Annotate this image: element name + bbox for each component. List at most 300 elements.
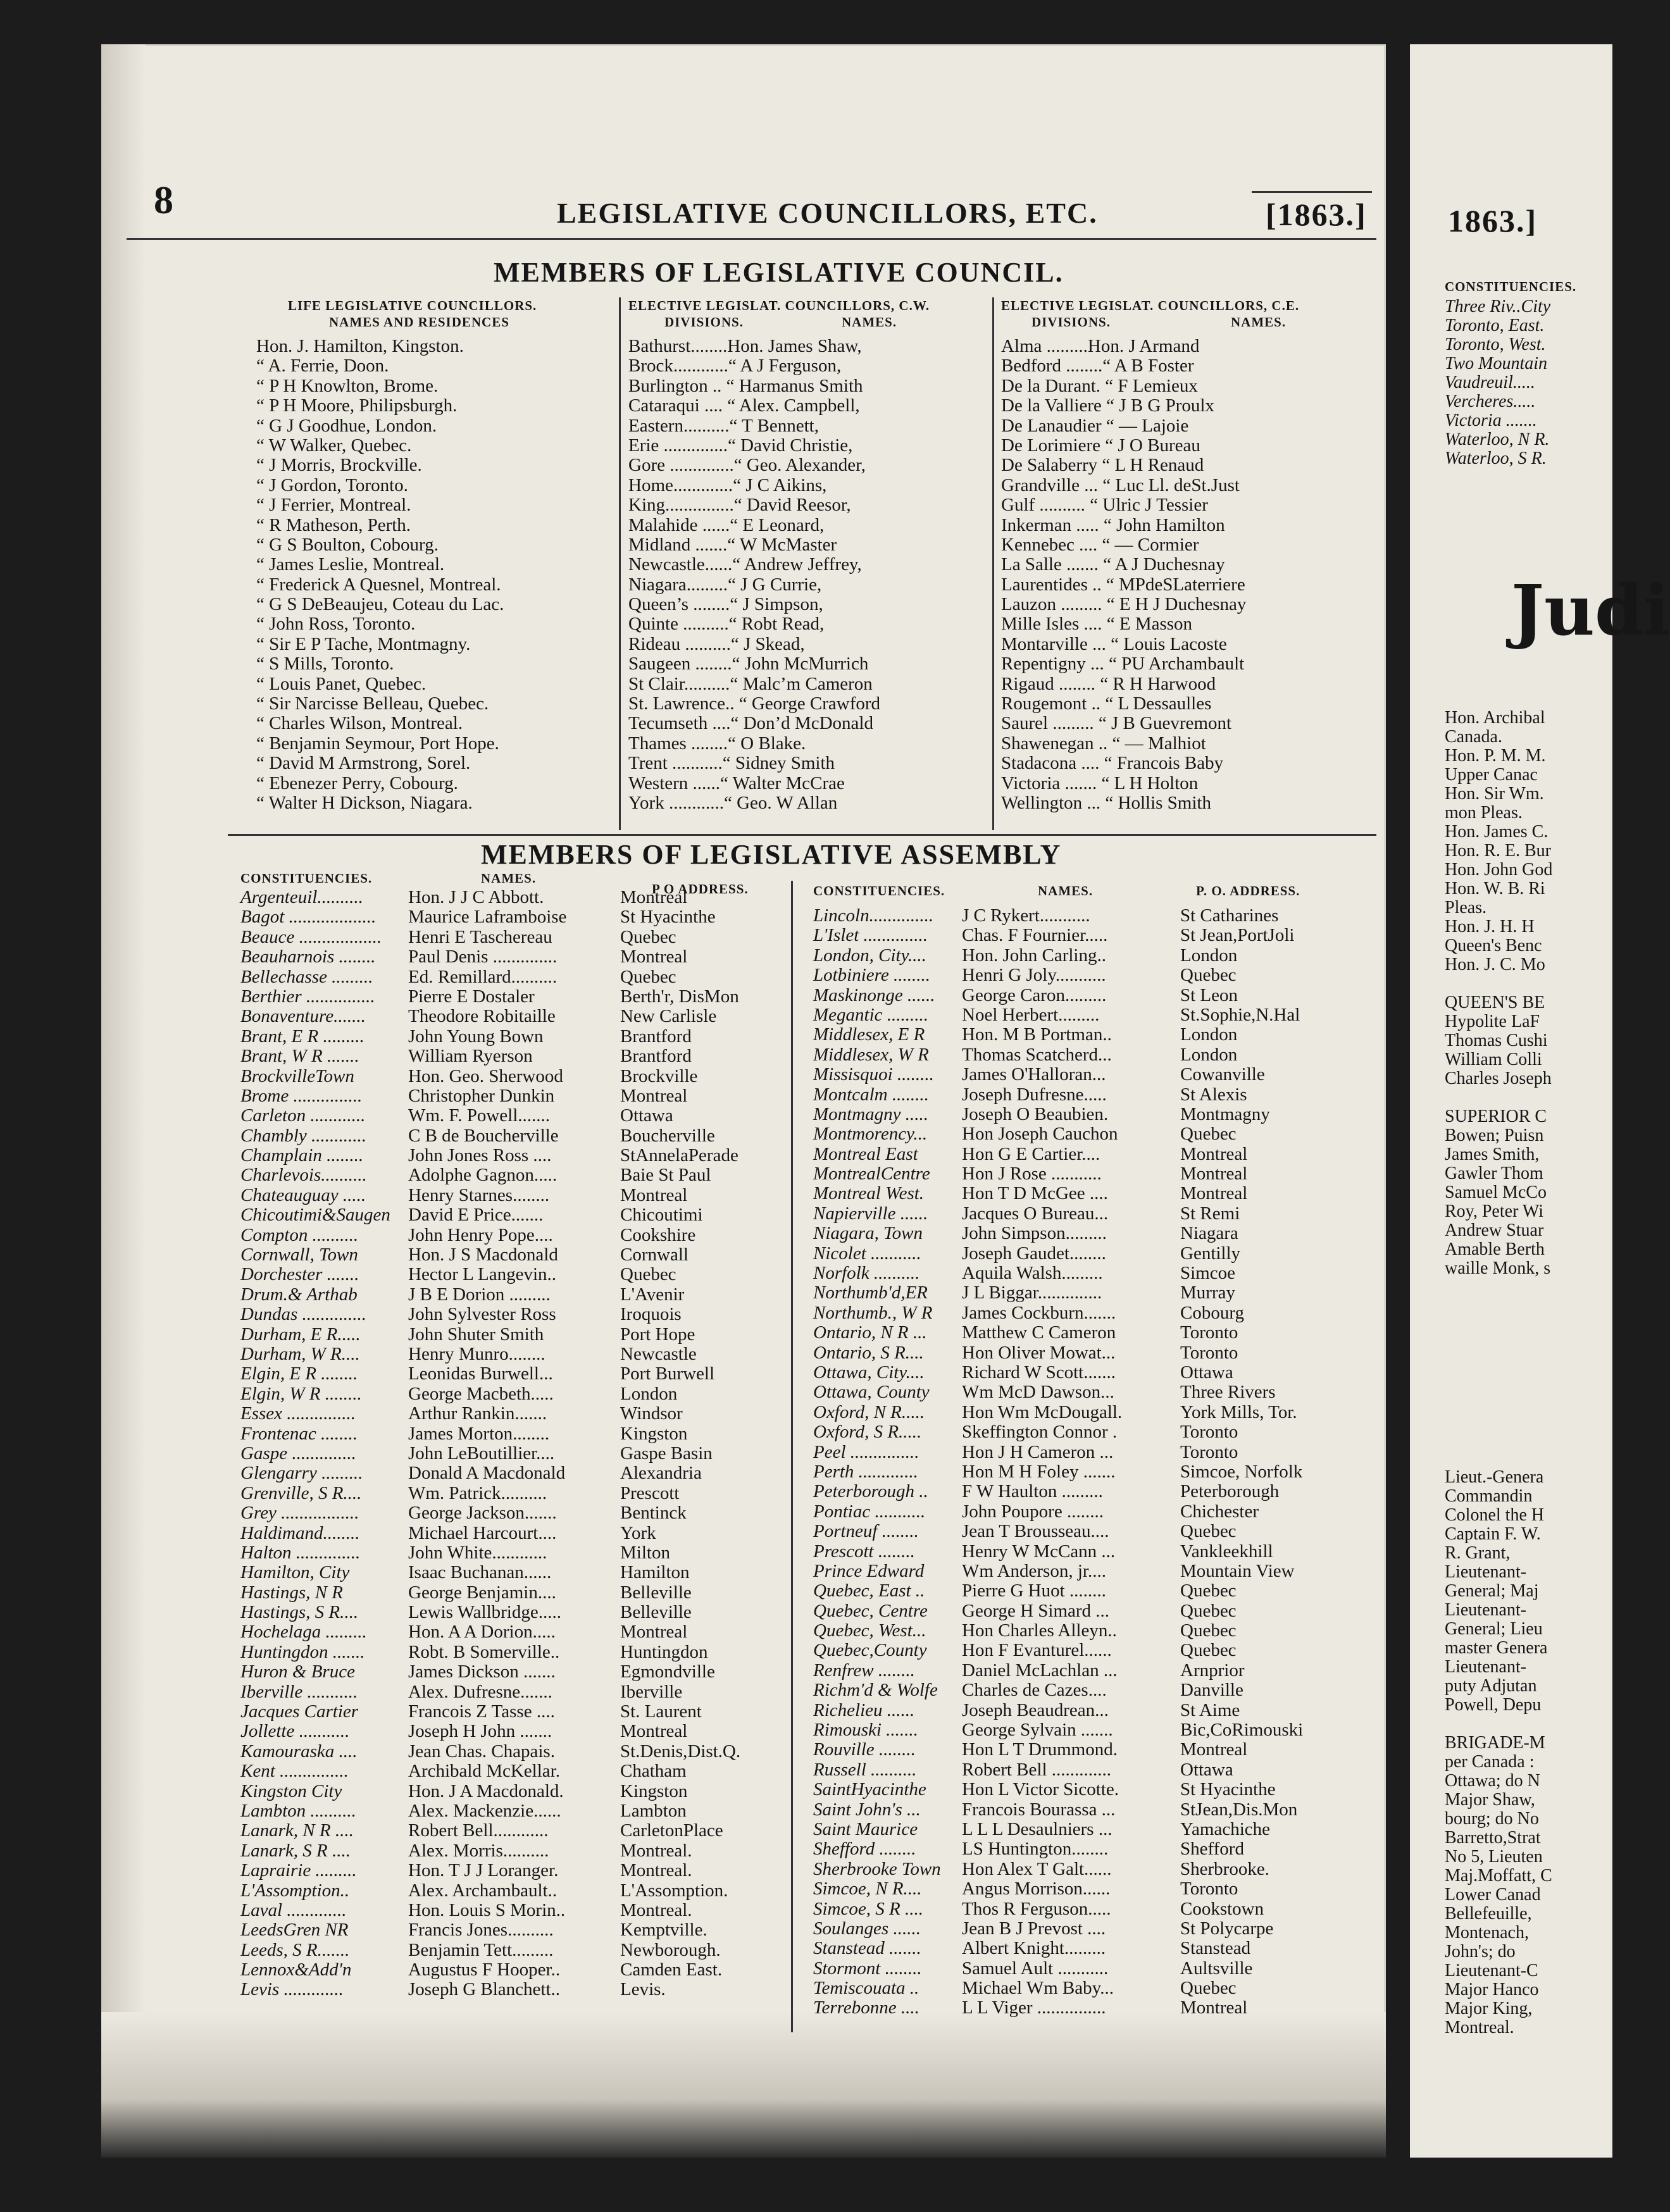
adjacent-text-line: Hon. W. B. Ri <box>1445 879 1545 898</box>
constituency-cell: Ottawa, City.... <box>813 1362 925 1382</box>
constituency-cell: Soulanges ...... <box>813 1918 921 1939</box>
cw-councillor-entry: Quinte ..........“ Robt Read, <box>628 614 825 635</box>
po-address-cell: London <box>1180 1024 1238 1045</box>
assembly-row <box>813 1979 1383 1998</box>
life-councillor-entry: “ Sir E P Tache, Montmagny. <box>256 633 471 654</box>
adjacent-text-line: Montenach, <box>1445 1923 1529 1942</box>
assembly-row <box>813 1363 1383 1382</box>
constituency-cell: Niagara, Town <box>813 1223 923 1244</box>
constituency-cell: Russell .......... <box>813 1759 917 1780</box>
constituency-cell: Ottawa, County <box>813 1382 930 1403</box>
member-name-cell: Albert Knight......... <box>962 1938 1106 1959</box>
assembly-left-address-heading: P O ADDRESS. <box>652 881 749 897</box>
life-councillor-entry: “ W Walker, Quebec. <box>256 435 412 456</box>
adjacent-text-line: SUPERIOR C <box>1445 1107 1547 1126</box>
member-name-cell: John White............ <box>408 1542 547 1563</box>
assembly-row <box>813 1701 1383 1720</box>
adjacent-text-line: Major Shaw, <box>1445 1790 1535 1810</box>
member-name-cell: Alex. Archambault.. <box>408 1880 558 1901</box>
po-address-cell: New Carlisle <box>620 1006 717 1027</box>
constituency-cell: Essex ............... <box>240 1403 356 1424</box>
assembly-row <box>240 928 785 947</box>
member-name-cell: Chas. F Fournier..... <box>962 925 1108 946</box>
adjacent-text-line: Lieutenant- <box>1445 1600 1527 1620</box>
po-address-cell: Quebec <box>620 1264 676 1285</box>
life-councillor-entry: Hon. J. Hamilton, Kingston. <box>256 336 464 356</box>
assembly-row <box>813 1303 1383 1323</box>
life-councillor-entry: “ G S DeBeaujeu, Coteau du Lac. <box>256 594 504 615</box>
adjacent-text-line: Hon. Archibal <box>1445 708 1545 728</box>
po-address-cell: Belleville <box>620 1602 692 1623</box>
life-councillor-entry: “ Ebenezer Perry, Cobourg. <box>256 773 458 793</box>
constituency-cell: Dundas .............. <box>240 1304 366 1325</box>
member-name-cell: Hon. A A Dorion..... <box>408 1622 556 1643</box>
assembly-row <box>240 1662 785 1682</box>
ce-councillor-entry: Inkerman ..... “ John Hamilton <box>1001 514 1225 535</box>
adjacent-constituency: Vercheres..... <box>1445 392 1536 411</box>
life-councillor-entry: “ Frederick A Quesnel, Montreal. <box>256 574 501 595</box>
ce-councillor-entry: Saurel ......... “ J B Guevremont <box>1001 713 1232 734</box>
po-address-cell: Cookstown <box>1180 1898 1264 1919</box>
member-name-cell: L L Viger ............... <box>962 1998 1106 2018</box>
member-name-cell: J L Biggar.............. <box>962 1283 1102 1303</box>
constituency-cell: Carleton ............ <box>240 1105 366 1126</box>
ce-councillor-entry: Victoria ....... “ L H Holton <box>1001 773 1199 793</box>
assembly-right-constituencies-heading: CONSTITUENCIES. <box>813 883 945 898</box>
adjacent-text-line: Queen's Benc <box>1445 936 1542 955</box>
constituency-cell: Quebec,County <box>813 1640 927 1661</box>
constituency-cell: Renfrew ........ <box>813 1660 915 1681</box>
po-address-cell: Gentilly <box>1180 1243 1241 1264</box>
constituency-cell: Glengarry ......... <box>240 1463 363 1484</box>
assembly-row <box>240 1583 785 1603</box>
constituency-cell: Middlesex, W R <box>813 1044 929 1065</box>
assembly-row <box>240 1325 785 1345</box>
member-name-cell: Wm. Patrick.......... <box>408 1482 547 1503</box>
running-head: LEGISLATIVE COUNCILLORS, ETC. <box>557 197 1098 229</box>
assembly-row <box>240 1424 785 1444</box>
constituency-cell: Stormont ........ <box>813 1958 922 1979</box>
constituency-cell: Lambton .......... <box>240 1800 356 1821</box>
life-councillor-entry: “ Louis Panet, Quebec. <box>256 673 427 694</box>
po-address-cell: Montreal <box>1180 1164 1248 1184</box>
ce-councillor-entry: Rigaud ........ “ R H Harwood <box>1001 673 1216 694</box>
assembly-row <box>813 1204 1383 1224</box>
constituency-cell: Champlain ........ <box>240 1145 364 1166</box>
adjacent-text-line: John's; do <box>1445 1942 1516 1961</box>
assembly-row <box>813 1939 1383 1958</box>
member-name-cell: Jean T Brousseau.... <box>962 1521 1109 1542</box>
po-address-cell: Quebec <box>1180 1581 1237 1601</box>
constituency-cell: Beauharnois ........ <box>240 947 376 967</box>
po-address-cell: Quebec <box>1180 1978 1237 1999</box>
life-councillors-subheading: NAMES AND RESIDENCES <box>329 314 509 330</box>
po-address-cell: Montreal <box>620 947 688 967</box>
constituency-cell: Simcoe, S R .... <box>813 1898 923 1919</box>
column-divider-2 <box>992 297 994 830</box>
adjacent-heading-judi: Judi <box>1511 569 1670 651</box>
po-address-cell: Aultsville <box>1180 1958 1253 1979</box>
constituency-cell: Terrebonne .... <box>813 1998 919 2018</box>
cw-councillor-entry: Trent ...........“ Sidney Smith <box>628 753 835 774</box>
po-address-cell: Ottawa <box>620 1105 673 1126</box>
ce-councillor-entry: Grandville ... “ Luc Ll. deSt.Just <box>1001 475 1240 495</box>
life-councillor-entry: “ P H Moore, Philipsburgh. <box>256 395 458 416</box>
assembly-row <box>813 1422 1383 1442</box>
assembly-row <box>240 1563 785 1582</box>
po-address-cell: St Alexis <box>1180 1084 1247 1105</box>
constituency-cell: Kamouraska .... <box>240 1741 358 1762</box>
member-name-cell: Augustus F Hooper.. <box>408 1960 561 1980</box>
header-rule <box>127 238 1376 240</box>
constituency-cell: Maskinonge ...... <box>813 985 935 1005</box>
adjacent-text-line: Hon. John God <box>1445 860 1553 879</box>
member-name-cell: Joseph G Blanchett.. <box>408 1979 561 2000</box>
po-address-cell: St Remi <box>1180 1203 1240 1224</box>
constituency-cell: Chicoutimi&Saugen <box>240 1205 390 1226</box>
assembly-row <box>240 1146 785 1165</box>
po-address-cell: Quebec <box>1180 1620 1237 1641</box>
po-address-cell: Quebec <box>1180 1124 1237 1145</box>
cw-councillor-entry: Western ......“ Walter McCrae <box>628 773 845 793</box>
adjacent-text-line: Hypolite LaF <box>1445 1012 1540 1031</box>
member-name-cell: James Dickson ....... <box>408 1662 556 1682</box>
member-name-cell: Hon M H Foley ....... <box>962 1461 1116 1482</box>
life-councillor-entry: “ S Mills, Toronto. <box>256 654 394 674</box>
po-address-cell: Lambton <box>620 1800 687 1821</box>
assembly-row <box>240 1622 785 1642</box>
member-name-cell: Hon F Evanturel...... <box>962 1640 1112 1661</box>
member-name-cell: Hon G E Cartier.... <box>962 1143 1100 1164</box>
po-address-cell: York Mills, Tor. <box>1180 1401 1297 1422</box>
constituency-cell: Bonaventure....... <box>240 1006 366 1027</box>
constituency-cell: Prince Edward <box>813 1560 925 1581</box>
constituency-cell: Berthier ............... <box>240 986 375 1007</box>
constituency-cell: Leeds, S R....... <box>240 1939 350 1960</box>
assembly-row <box>813 1283 1383 1303</box>
po-address-cell: St Polycarpe <box>1180 1918 1274 1939</box>
member-name-cell: Richard W Scott....... <box>962 1362 1116 1382</box>
life-councillor-entry: “ G S Boulton, Cobourg. <box>256 534 439 555</box>
adjacent-text-line: Andrew Stuar <box>1445 1221 1544 1240</box>
constituency-cell: Richm'd & Wolfe <box>813 1680 938 1701</box>
assembly-row <box>813 1025 1383 1045</box>
po-address-cell: St Jean,PortJoli <box>1180 925 1295 946</box>
adjacent-text-line: Hon. Sir Wm. <box>1445 784 1544 804</box>
member-name-cell: Hon Alex T Galt...... <box>962 1858 1112 1879</box>
life-councillor-entry: “ Walter H Dickson, Niagara. <box>256 792 473 813</box>
po-address-cell: York <box>620 1522 656 1543</box>
adjacent-text-line <box>1445 1316 1552 1335</box>
constituency-cell: Lanark, S R .... <box>240 1840 351 1861</box>
member-name-cell: Hon. Louis S Morin.. <box>408 1899 566 1920</box>
po-address-cell: Montreal. <box>620 1840 692 1861</box>
adjacent-text-line: James Smith, <box>1445 1145 1540 1164</box>
adjacent-text-line: QUEEN'S BE <box>1445 993 1545 1012</box>
po-address-cell: Sherbrooke. <box>1180 1858 1269 1879</box>
po-address-cell: Brantford <box>620 1026 692 1047</box>
member-name-cell: John Henry Pope.... <box>408 1224 553 1245</box>
cw-councillor-entry: Cataraqui .... “ Alex. Campbell, <box>628 395 860 416</box>
adjacent-text-line: Pleas. <box>1445 898 1487 917</box>
member-name-cell: Isaac Buchanan...... <box>408 1562 552 1583</box>
po-address-cell: Toronto <box>1180 1422 1238 1443</box>
adjacent-constituency: Toronto, East. <box>1445 316 1545 335</box>
life-councillor-entry: “ David M Armstrong, Sorel. <box>256 753 471 774</box>
assembly-row <box>240 1404 785 1424</box>
member-name-cell: Hon Wm McDougall. <box>962 1401 1123 1422</box>
assembly-row <box>813 1919 1383 1939</box>
member-name-cell: George Caron......... <box>962 985 1107 1005</box>
ce-councillor-entry: Shawenegan .. “ — Malhiot <box>1001 733 1206 754</box>
assembly-row <box>240 1047 785 1066</box>
po-address-cell: Alexandria <box>620 1463 702 1484</box>
po-address-cell: London <box>620 1383 678 1404</box>
cw-councillor-entry: Home.............“ J C Aikins, <box>628 475 827 495</box>
adjacent-text-line <box>1445 1354 1552 1373</box>
member-name-cell: Joseph Beaudrean... <box>962 1699 1109 1720</box>
adjacent-year-label: 1863.] <box>1448 203 1538 239</box>
constituency-cell: Lincoln.............. <box>813 905 934 926</box>
member-name-cell: David E Price....... <box>408 1205 544 1226</box>
constituency-cell: Drum.& Arthab <box>240 1284 358 1305</box>
assembly-row <box>240 1960 785 1980</box>
assembly-row <box>240 1106 785 1126</box>
member-name-cell: Hon. Geo. Sherwood <box>408 1066 563 1086</box>
adjacent-page-strip <box>1410 44 1670 2158</box>
po-address-cell: Peterborough <box>1180 1481 1280 1502</box>
po-address-cell: Toronto <box>1180 1322 1238 1343</box>
assembly-row <box>240 987 785 1007</box>
constituency-cell: Norfolk .......... <box>813 1263 920 1284</box>
po-address-cell: Montreal <box>620 887 688 907</box>
assembly-row <box>813 1145 1383 1164</box>
member-name-cell: Hon L T Drummond. <box>962 1739 1118 1760</box>
member-name-cell: Robert Bell............ <box>408 1820 549 1841</box>
assembly-row <box>813 946 1383 966</box>
member-name-cell: Hon J Rose ........... <box>962 1164 1102 1184</box>
member-name-cell: Jean B J Prevost .... <box>962 1918 1106 1939</box>
constituency-cell: Simcoe, N R.... <box>813 1879 922 1899</box>
member-name-cell: Aquila Walsh......... <box>962 1263 1103 1284</box>
adjacent-text-line: puty Adjutan <box>1445 1676 1537 1696</box>
adjacent-text-line: No 5, Lieuten <box>1445 1847 1543 1867</box>
assembly-row <box>240 1941 785 1960</box>
assembly-row <box>813 1562 1383 1581</box>
ce-councillor-entry: Rougemont .. “ L Dessaulles <box>1001 693 1212 714</box>
assembly-row <box>240 907 785 927</box>
assembly-row <box>240 1920 785 1940</box>
ce-councillor-entry: De la Valliere “ J B G Proulx <box>1001 395 1214 416</box>
assembly-row <box>813 1105 1383 1124</box>
po-address-cell: Hamilton <box>620 1562 690 1583</box>
member-name-cell: Hon Charles Alleyn.. <box>962 1620 1117 1641</box>
member-name-cell: Henry Starnes........ <box>408 1184 550 1205</box>
page-number: 8 <box>154 179 175 222</box>
member-name-cell: Hon. J A Macdonald. <box>408 1780 564 1801</box>
adjacent-text-line: Lieutenant- <box>1445 1657 1527 1677</box>
member-name-cell: George Macbeth..... <box>408 1383 554 1404</box>
member-name-cell: Adolphe Gagnon..... <box>408 1165 558 1186</box>
constituency-cell: Nicolet ........... <box>813 1243 921 1264</box>
po-address-cell: St.Denis,Dist.Q. <box>620 1741 741 1762</box>
assembly-row <box>813 1382 1383 1402</box>
po-address-cell: Vankleekhill <box>1180 1541 1273 1562</box>
constituency-cell: Richelieu ...... <box>813 1699 915 1720</box>
member-name-cell: Leonidas Burwell... <box>408 1364 553 1384</box>
constituency-cell: Ontario, N R ... <box>813 1322 927 1343</box>
po-address-cell: Milton <box>620 1542 670 1563</box>
adjacent-text-line: Gawler Thom <box>1445 1164 1543 1183</box>
adjacent-text-line: Thomas Cushi <box>1445 1031 1548 1050</box>
constituency-cell: Montmorency... <box>813 1124 928 1145</box>
assembly-row <box>240 1722 785 1741</box>
ce-councillor-entry: Kennebec .... “ — Cormier <box>1001 534 1199 555</box>
assembly-row <box>813 1244 1383 1264</box>
po-address-cell: St Catharines <box>1180 905 1279 926</box>
assembly-row <box>240 1007 785 1026</box>
assembly-row <box>240 1463 785 1483</box>
adjacent-constituency-list <box>1445 297 1550 468</box>
member-name-cell: Ed. Remillard.......... <box>408 966 558 987</box>
member-name-cell: George Benjamin.... <box>408 1582 556 1603</box>
constituency-cell: Huron & Bruce <box>240 1662 355 1682</box>
ce-councillor-entry: De Lorimiere “ J O Bureau <box>1001 435 1200 456</box>
po-address-cell: Bic,CoRimouski <box>1180 1720 1304 1741</box>
adjacent-constituency: Two Mountain <box>1445 354 1548 373</box>
year-label: [1863.] <box>1266 197 1367 232</box>
adjacent-constituency: Vaudreuil..... <box>1445 373 1535 392</box>
member-name-cell: Francois Bourassa ... <box>962 1799 1116 1820</box>
member-name-cell: Henry W McCann ... <box>962 1541 1116 1562</box>
ce-councillor-entry: Laurentides .. “ MPdeSLaterriere <box>1001 574 1245 595</box>
po-address-cell: Cobourg <box>1180 1302 1244 1323</box>
po-address-cell: Huntingdon <box>620 1641 708 1662</box>
member-name-cell: Hon Oliver Mowat... <box>962 1342 1116 1363</box>
adjacent-text-line: Colonel the H <box>1445 1505 1545 1525</box>
constituency-cell: Laval ............. <box>240 1899 347 1920</box>
adjacent-text-line: William Colli <box>1445 1050 1542 1069</box>
assembly-row <box>813 1820 1383 1839</box>
cw-councillor-entry: Burlington .. “ Harmanus Smith <box>628 375 863 396</box>
assembly-row <box>813 1860 1383 1879</box>
assembly-row <box>813 1800 1383 1820</box>
adjacent-text-line: Hon. James C. <box>1445 822 1548 842</box>
adjacent-text-line <box>1445 1335 1552 1354</box>
assembly-row <box>240 1484 785 1503</box>
member-name-cell: Henry Munro........ <box>408 1343 545 1364</box>
assembly-row <box>813 1443 1383 1462</box>
life-councillor-entry: “ John Ross, Toronto. <box>256 614 416 635</box>
assembly-row <box>813 1124 1383 1144</box>
constituency-cell: Saint Maurice <box>813 1818 918 1839</box>
adjacent-text-line: Commandin <box>1445 1486 1533 1506</box>
assembly-column-divider <box>791 881 793 2032</box>
cw-councillor-entry: Newcastle......“ Andrew Jeffrey, <box>628 554 862 575</box>
assembly-row <box>813 1681 1383 1700</box>
assembly-row <box>240 1245 785 1265</box>
assembly-row <box>813 1323 1383 1343</box>
adjacent-text-line: General; Maj <box>1445 1581 1539 1601</box>
po-address-cell: Kingston <box>620 1780 688 1801</box>
po-address-cell: Montmagny <box>1180 1103 1270 1124</box>
adjacent-text-line <box>1445 1278 1552 1297</box>
po-address-cell: Montreal <box>1180 1739 1248 1760</box>
assembly-row <box>240 1881 785 1901</box>
constituency-cell: Ontario, S R.... <box>813 1342 924 1363</box>
cw-councillor-entry: Tecumseth ....“ Don’d McDonald <box>628 713 873 734</box>
member-name-cell: Archibald McKellar. <box>408 1761 560 1782</box>
member-name-cell: Alex. Morris.......... <box>408 1840 549 1861</box>
adjacent-constituency: Waterloo, N R. <box>1445 430 1550 449</box>
member-name-cell: Jacques O Bureau... <box>962 1203 1109 1224</box>
assembly-row <box>813 1045 1383 1065</box>
adjacent-text-line: Bowen; Puisn <box>1445 1126 1544 1145</box>
member-name-cell: J C Rykert........... <box>962 905 1090 926</box>
po-address-cell: Montreal <box>620 1721 688 1742</box>
po-address-cell: Montreal <box>1180 1183 1248 1204</box>
constituency-cell: Hastings, N R <box>240 1582 343 1603</box>
ce-councillor-entry: Alma .........Hon. J Armand <box>1001 336 1200 356</box>
constituency-cell: Montreal West. <box>813 1183 925 1204</box>
member-name-cell: John Young Bown <box>408 1026 544 1047</box>
constituency-cell: London, City.... <box>813 945 926 966</box>
po-address-cell: Kemptville. <box>620 1920 707 1941</box>
life-councillor-entry: “ J Morris, Brockville. <box>256 455 422 476</box>
life-councillor-entry: “ James Leslie, Montreal. <box>256 554 445 575</box>
assembly-row <box>240 1524 785 1543</box>
constituency-cell: Lotbiniere ........ <box>813 965 931 986</box>
life-councillor-entry: “ Benjamin Seymour, Port Hope. <box>256 733 499 754</box>
life-councillor-entry: “ J Gordon, Toronto. <box>256 475 408 495</box>
po-address-cell: Ottawa <box>1180 1759 1233 1780</box>
member-name-cell: Pierre G Huot ........ <box>962 1581 1106 1601</box>
member-name-cell: Francis Jones.......... <box>408 1920 554 1941</box>
member-name-cell: Charles de Cazes.... <box>962 1680 1107 1701</box>
assembly-row <box>240 1901 785 1920</box>
po-address-cell: Cookshire <box>620 1224 696 1245</box>
member-name-cell: James O'Halloran... <box>962 1064 1106 1085</box>
constituency-cell: Portneuf ........ <box>813 1521 919 1542</box>
member-name-cell: Hon L Victor Sicotte. <box>962 1779 1119 1800</box>
constituency-cell: Compton .......... <box>240 1224 359 1245</box>
po-address-cell: StJean,Dis.Mon <box>1180 1799 1298 1820</box>
member-name-cell: Wm. F. Powell....... <box>408 1105 551 1126</box>
assembly-row <box>240 1384 785 1404</box>
life-councillor-entry: “ J Ferrier, Montreal. <box>256 495 411 516</box>
constituency-cell: Grey ................. <box>240 1503 359 1524</box>
member-name-cell: Robt. B Somerville.. <box>408 1641 560 1662</box>
assembly-row <box>240 1086 785 1106</box>
member-name-cell: John Sylvester Ross <box>408 1304 556 1325</box>
po-address-cell: St.Sophie,N.Hal <box>1180 1004 1300 1025</box>
assembly-row <box>240 1364 785 1384</box>
po-address-cell: St. Laurent <box>620 1701 702 1722</box>
adjacent-constituency: Waterloo, S R. <box>1445 449 1547 468</box>
assembly-row <box>240 1265 785 1284</box>
cw-councillor-entry: Malahide ......“ E Leonard, <box>628 514 825 535</box>
constituency-cell: Quebec, East .. <box>813 1581 925 1601</box>
assembly-row <box>240 1762 785 1781</box>
assembly-row <box>813 1959 1383 1979</box>
cw-councillors-heading: ELECTIVE LEGISLAT. COUNCILLORS, C.W. <box>628 298 930 313</box>
assembly-row <box>813 1601 1383 1621</box>
constituency-cell: Jacques Cartier <box>240 1701 359 1722</box>
cw-councillor-entry: Brock............“ A J Ferguson, <box>628 356 842 376</box>
po-address-cell: Quebec <box>620 926 676 947</box>
cw-councillor-entry: York ............“ Geo. W Allan <box>628 792 838 813</box>
po-address-cell: Levis. <box>620 1979 666 2000</box>
